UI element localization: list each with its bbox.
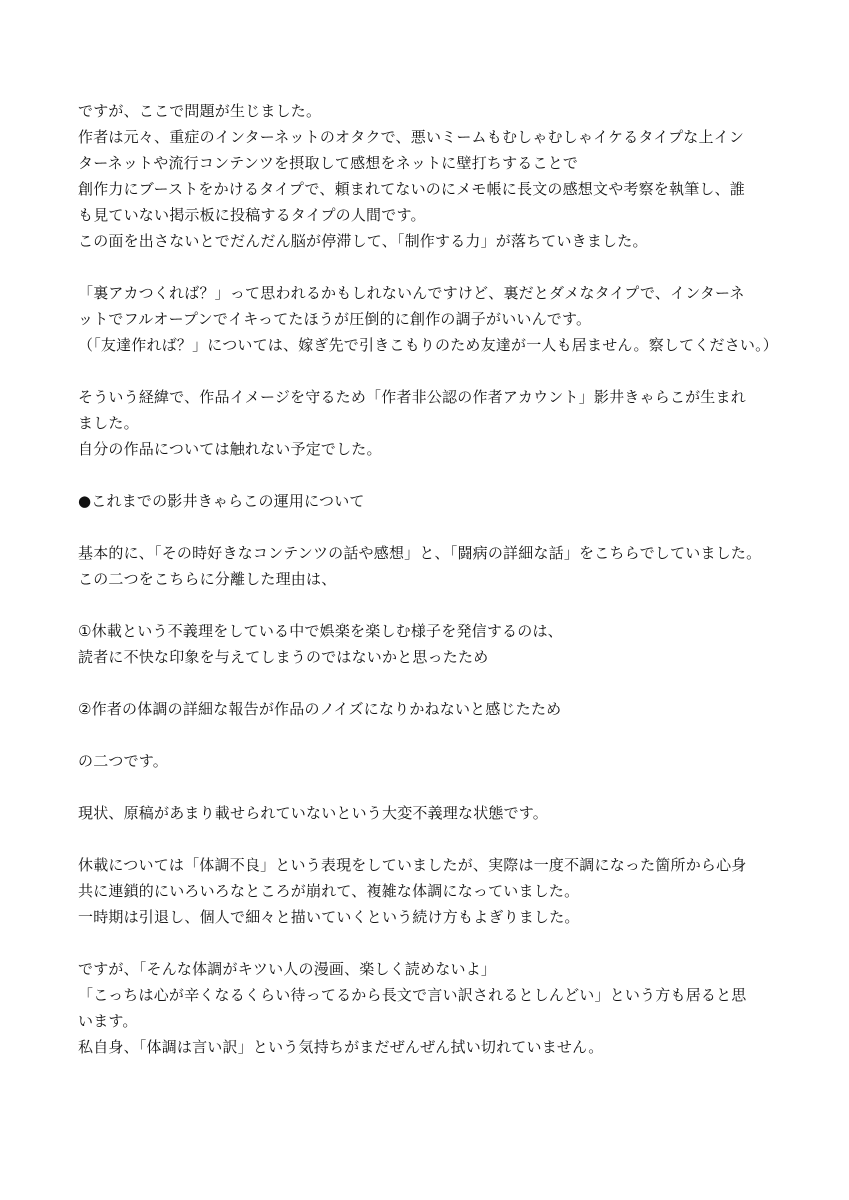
paragraph-gap <box>78 254 778 280</box>
list-item: ②作者の体調の詳細な報告が作品のノイズになりかねないと感じたため <box>78 700 562 718</box>
text-line: の二つです。 <box>78 752 169 770</box>
text-line: 「こっちは心が辛くなるくらい待ってるから長文で言い訳されるとしんどい」という方も居ると思 <box>78 986 747 1004</box>
text-line: います。 <box>78 1012 138 1030</box>
text-line: ですが、ここで問題が生じました。 <box>78 102 322 120</box>
text-line: 自分の作品については触れない予定でした。 <box>78 440 382 458</box>
section-heading: ●これまでの影井きゃらこの運用について <box>78 492 365 510</box>
text-line: 創作力にブーストをかけるタイプで、頼まれてないのにメモ帳に長文の感想文や考察を執筆し、誰 <box>78 180 746 198</box>
paragraph-gap <box>78 462 778 488</box>
text-line: も見ていない掲示板に投稿するタイプの人間です。 <box>78 206 426 224</box>
paragraph-gap <box>78 358 778 384</box>
paragraph-gap <box>78 774 778 800</box>
text-line: ました。 <box>78 414 139 432</box>
text-line: 読者に不快な印象を与えてしまうのではないかと思ったため <box>78 648 489 666</box>
text-line: 現状、原稿があまり載せられていないという大変不義理な状態です。 <box>78 804 549 822</box>
paragraph-gap <box>78 930 778 956</box>
document-body <box>78 98 778 1060</box>
text-line: 一時期は引退し、個人で細々と描いていくという続け方もよぎりました。 <box>78 908 580 926</box>
text-line: ターネットや流行コンテンツを摂取して感想をネットに壁打ちすることで <box>78 154 579 172</box>
text-line: 私自身、「体調は言い訳」という気持ちがまだぜんぜん拭い切れていません。 <box>78 1038 604 1056</box>
text-line: 「裏アカつくれば？」って思われるかもしれないんですけど、裏だとダメなタイプで、インターネ <box>78 284 745 302</box>
text-line: この二つをこちらに分離した理由は、 <box>78 570 337 588</box>
text-line: この面を出さないとでだんだん脳が停滞して、「制作する力」が落ちていきました。 <box>78 232 648 250</box>
paragraph-gap <box>78 670 778 696</box>
text-line: 共に連鎖的にいろいろなところが崩れて、複雑な体調になっていました。 <box>78 882 580 900</box>
text-line: 休載については「体調不良」という表現をしていましたが、実際は一度不調になった箇所から心身 <box>78 856 747 874</box>
text-line: そういう経緯で、作品イメージを守るため「作者非公認の作者アカウント」影井きゃらこが生まれ <box>78 388 746 406</box>
text-line: （「友達作れば？」については、嫁ぎ先で引きこもりのため友達が一人も居ません。察してください。） <box>78 336 779 354</box>
paragraph-gap <box>78 592 778 618</box>
text-line: 基本的に、「その時好きなコンテンツの話や感想」と、「闘病の詳細な話」をこちらでしていました。 <box>78 544 762 562</box>
paragraph-gap <box>78 722 778 748</box>
text-line: ですが、「そんな体調がキツい人の漫画、楽しく読めないよ」 <box>78 960 497 978</box>
text-line: 作者は元々、重症のインターネットのオタクで、悪いミームもむしゃむしゃイケるタイプな上イン <box>78 128 745 146</box>
text-line: ットでフルオープンでイキってたほうが圧倒的に創作の調子がいいんです。 <box>78 310 592 328</box>
list-item: ①休載という不義理をしている中で娯楽を楽しむ様子を発信するのは、 <box>78 622 563 640</box>
paragraph-gap <box>78 514 778 540</box>
paragraph-gap <box>78 826 778 852</box>
